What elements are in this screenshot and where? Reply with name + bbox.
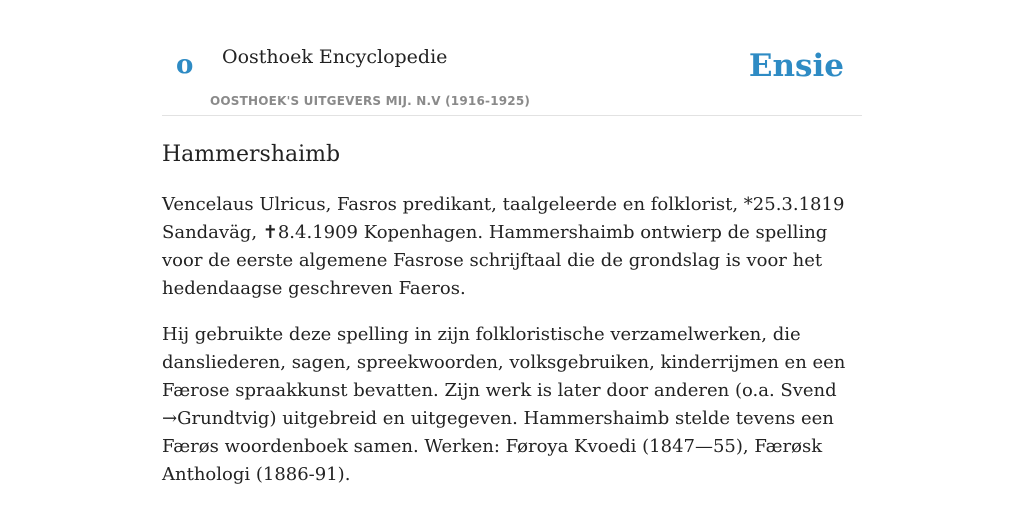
site-title-link[interactable]: Oosthoek Encyclopedie — [222, 46, 448, 68]
paragraph-2-text-before: Hij gebruikte deze spelling in zijn folkloristische verzamelwerken, die dansliederen, sagen, spreekwoorden, volksgebruiken, kinderrijmen en een Færose spraakkunst bevatten. Zijn werk is later door anderen (o.a. Svend — [162, 324, 846, 402]
site-logo[interactable]: o — [176, 50, 194, 80]
paragraph-2-text-after: ) uitgebreid en uitgegeven. Hammershaimb stelde tevens een Færøs woordenboek samen. Werken: Føroya Kvoedi (1847—55), Færøsk Anthologi (1886-91). — [162, 408, 834, 486]
article-title: Hammershaimb — [162, 142, 341, 167]
content-container — [162, 0, 862, 489]
site-header — [162, 0, 862, 116]
article-paragraph-2 — [162, 321, 862, 489]
ensie-brand-link[interactable]: Ensie — [748, 48, 844, 84]
grundtvig-link[interactable]: →Grundtvig — [162, 408, 270, 430]
publisher-label: OOSTHOEK'S UITGEVERS MIJ. N.V (1916-1925) — [210, 94, 531, 108]
article-paragraph-1: Vencelaus Ulricus, Fasros predikant, taalgeleerde en folklorist, *25.3.1819 Sandaväg, ✝8.4.1909 Kopenhagen. Hammershaimb ontwierp de spelling voor de eerste algemene Fasrose schrijftaal die de grondslag is voor het hedendaagse geschreven Faeros. — [162, 194, 845, 300]
article — [162, 142, 862, 489]
